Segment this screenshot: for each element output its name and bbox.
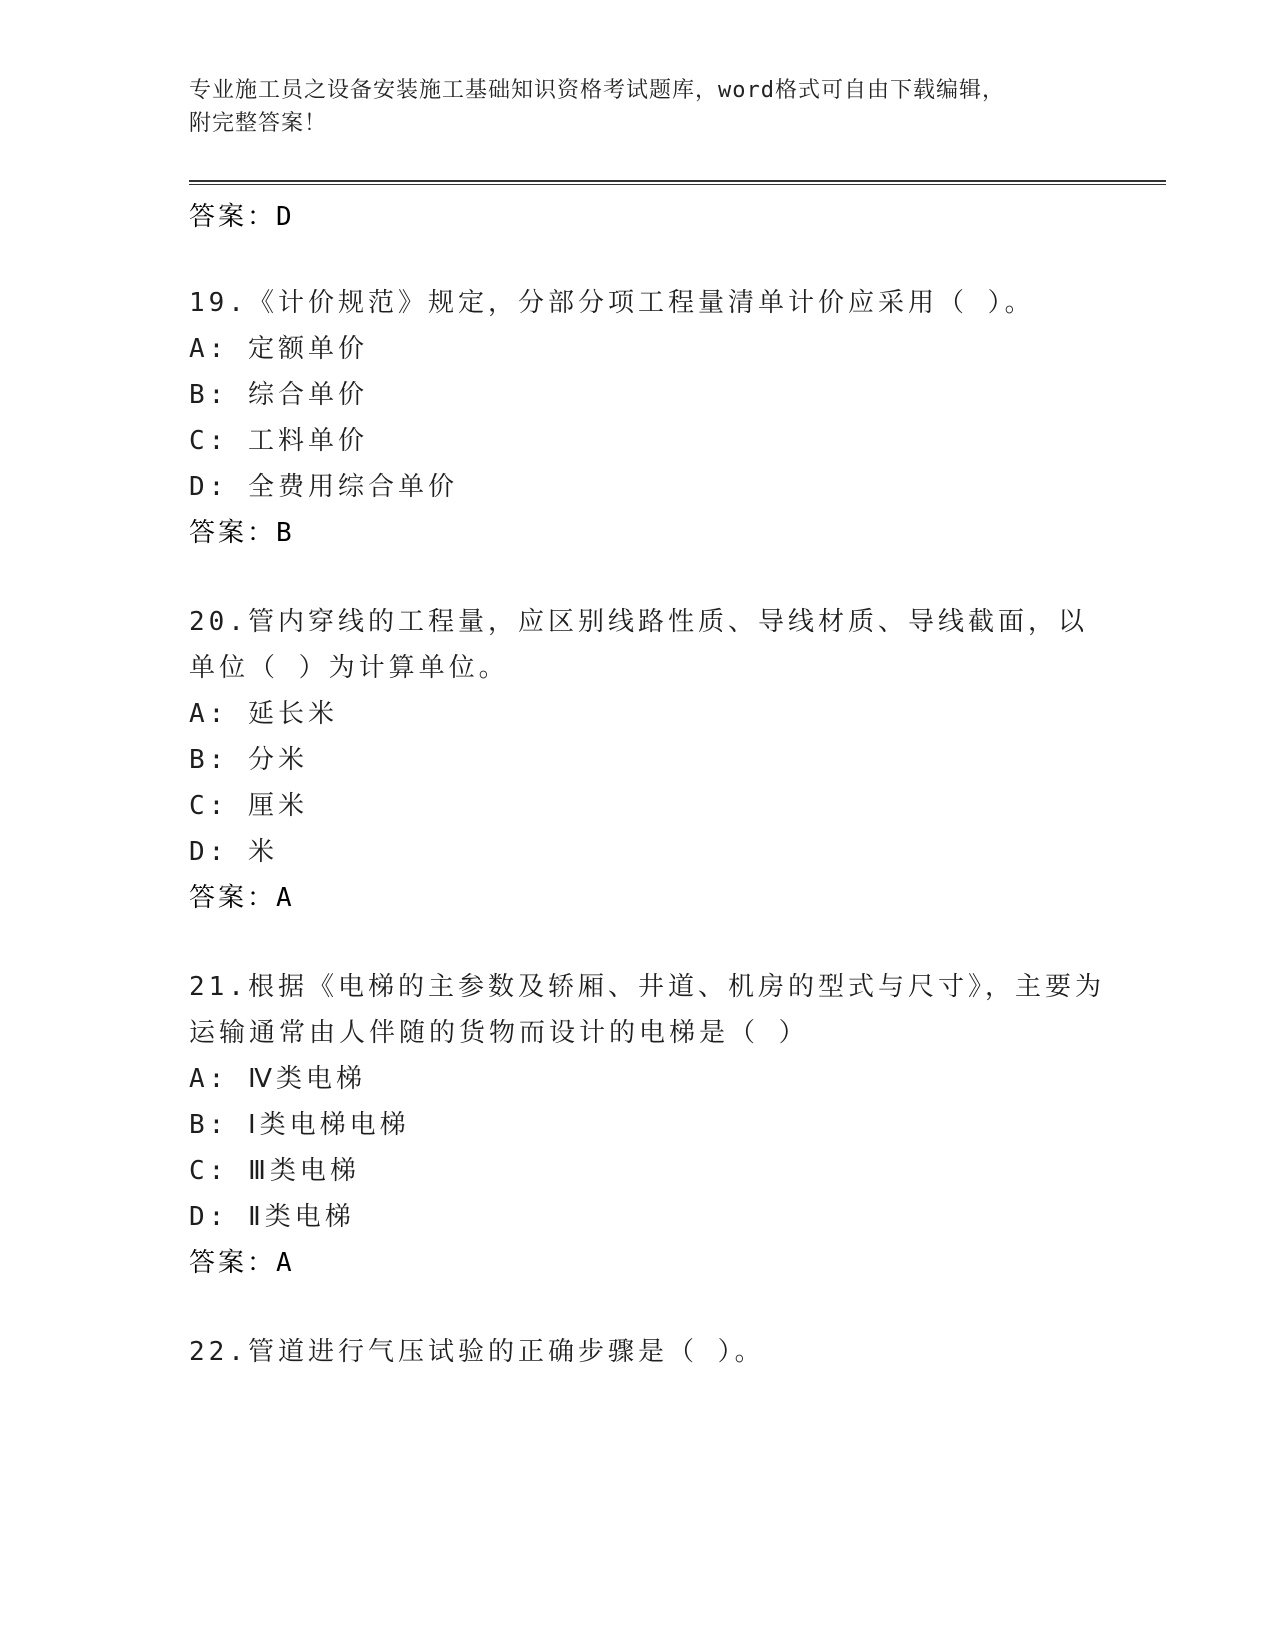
- answer-option: D: Ⅱ类电梯: [189, 1202, 355, 1232]
- question-stem: 19.《计价规范》规定，分部分项工程量清单计价应采用（ ）。: [189, 288, 1035, 318]
- answer-label: 答案：: [189, 518, 277, 548]
- answer-option: C: Ⅲ类电梯: [189, 1156, 360, 1186]
- answer-line: [189, 875, 1109, 921]
- question-block: [189, 1329, 1109, 1375]
- answer-line: [189, 510, 1109, 556]
- answer-label: 答案：: [189, 883, 277, 913]
- question-stem: 22.管道进行气压试验的正确步骤是（ ）。: [189, 1337, 765, 1367]
- answer-value: B: [276, 518, 292, 548]
- answer-option: A: 定额单价: [189, 334, 368, 364]
- question-list: [189, 280, 1109, 1418]
- answer-value: A: [276, 883, 292, 913]
- answer-option: C: 工料单价: [189, 426, 368, 456]
- header-line-2: 附完整答案！: [189, 111, 328, 136]
- answer-option: D: 米: [189, 837, 278, 867]
- answer-option: A: Ⅳ类电梯: [189, 1064, 366, 1094]
- question-stem: 21.根据《电梯的主参数及轿厢、井道、机房的型式与尺寸》，主要为运输通常由人伴随的货物而设计的电梯是（ ）: [189, 972, 1105, 1048]
- answer-label: 答案：: [189, 1248, 277, 1278]
- answer-option: D: 全费用综合单价: [189, 472, 458, 502]
- question-block: [189, 964, 1109, 1286]
- answer-option: A: 延长米: [189, 699, 338, 729]
- answer-option: C: 厘米: [189, 791, 308, 821]
- answer-option: B: 综合单价: [189, 380, 368, 410]
- answer-label: 答案：: [189, 202, 277, 232]
- question-block: [189, 280, 1109, 556]
- answer-value: D: [276, 202, 292, 232]
- question-stem: 20.管内穿线的工程量，应区别线路性质、导线材质、导线截面，以单位（ ）为计算单位。: [189, 607, 1088, 683]
- header-line-1: 专业施工员之设备安装施工基础知识资格考试题库，word格式可自由下载编辑，: [189, 78, 1005, 103]
- answer-value: A: [276, 1248, 292, 1278]
- document-header: [189, 74, 1089, 140]
- answer-line: [189, 194, 292, 240]
- question-block: [189, 599, 1109, 921]
- header-divider: [189, 180, 1166, 185]
- answer-option: B: 分米: [189, 745, 308, 775]
- answer-line: [189, 1240, 1109, 1286]
- answer-option: B: Ⅰ类电梯电梯: [189, 1110, 410, 1140]
